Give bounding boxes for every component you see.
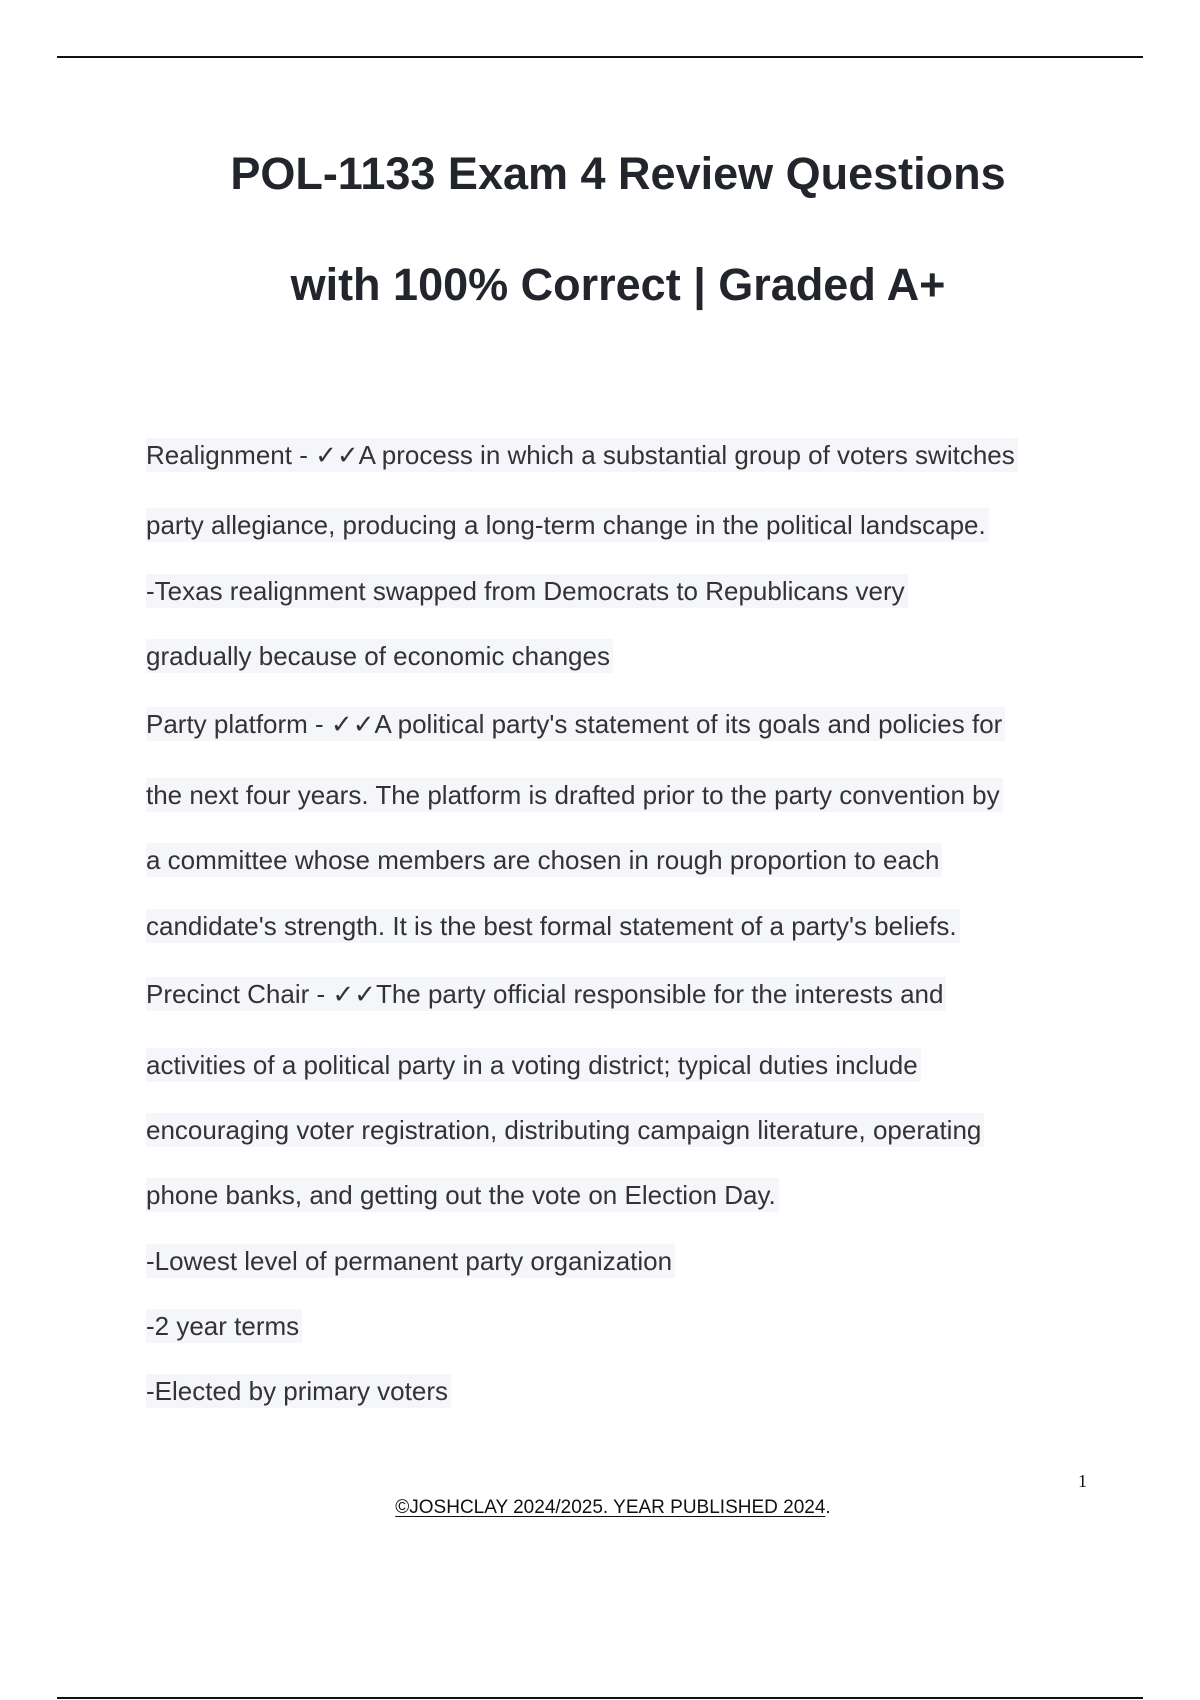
text-line-13: -Lowest level of permanent party organization xyxy=(146,1244,675,1278)
copyright-footer xyxy=(0,1497,1200,1519)
text-line-14: -2 year terms xyxy=(146,1309,302,1343)
page-number: 1 xyxy=(1078,1471,1087,1491)
text-line-5: Party platform - ✓✓A political party's statement of its goals and policies for xyxy=(146,707,1005,741)
text-line-10: activities of a political party in a voting district; typical duties include xyxy=(146,1048,921,1082)
text-line-6: the next four years. The platform is drafted prior to the party convention by xyxy=(146,778,1003,812)
text-line-3: -Texas realignment swapped from Democrats to Republicans very xyxy=(146,574,908,608)
copyright-period: . xyxy=(825,1497,831,1518)
text-line-15: -Elected by primary voters xyxy=(146,1374,451,1408)
text-line-2: party allegiance, producing a long-term change in the political landscape. xyxy=(146,508,989,542)
bottom-rule xyxy=(57,1697,1143,1699)
document-title-line-2: with 100% Correct | Graded A+ xyxy=(290,259,946,310)
text-line-4: gradually because of economic changes xyxy=(146,639,613,673)
text-line-9: Precinct Chair - ✓✓The party official responsible for the interests and xyxy=(146,977,946,1011)
text-line-12: phone banks, and getting out the vote on Election Day. xyxy=(146,1178,779,1212)
top-rule xyxy=(57,56,1143,58)
text-line-1: Realignment - ✓✓A process in which a substantial group of voters switches xyxy=(146,438,1018,472)
document-title-line-1: POL-1133 Exam 4 Review Questions xyxy=(230,148,1006,199)
text-line-7: a committee whose members are chosen in rough proportion to each xyxy=(146,843,942,877)
text-line-11: encouraging voter registration, distributing campaign literature, operating xyxy=(146,1113,984,1147)
copyright-text: ©JOSHCLAY 2024/2025. YEAR PUBLISHED 2024 xyxy=(395,1497,826,1518)
text-line-8: candidate's strength. It is the best formal statement of a party's beliefs. xyxy=(146,909,960,943)
